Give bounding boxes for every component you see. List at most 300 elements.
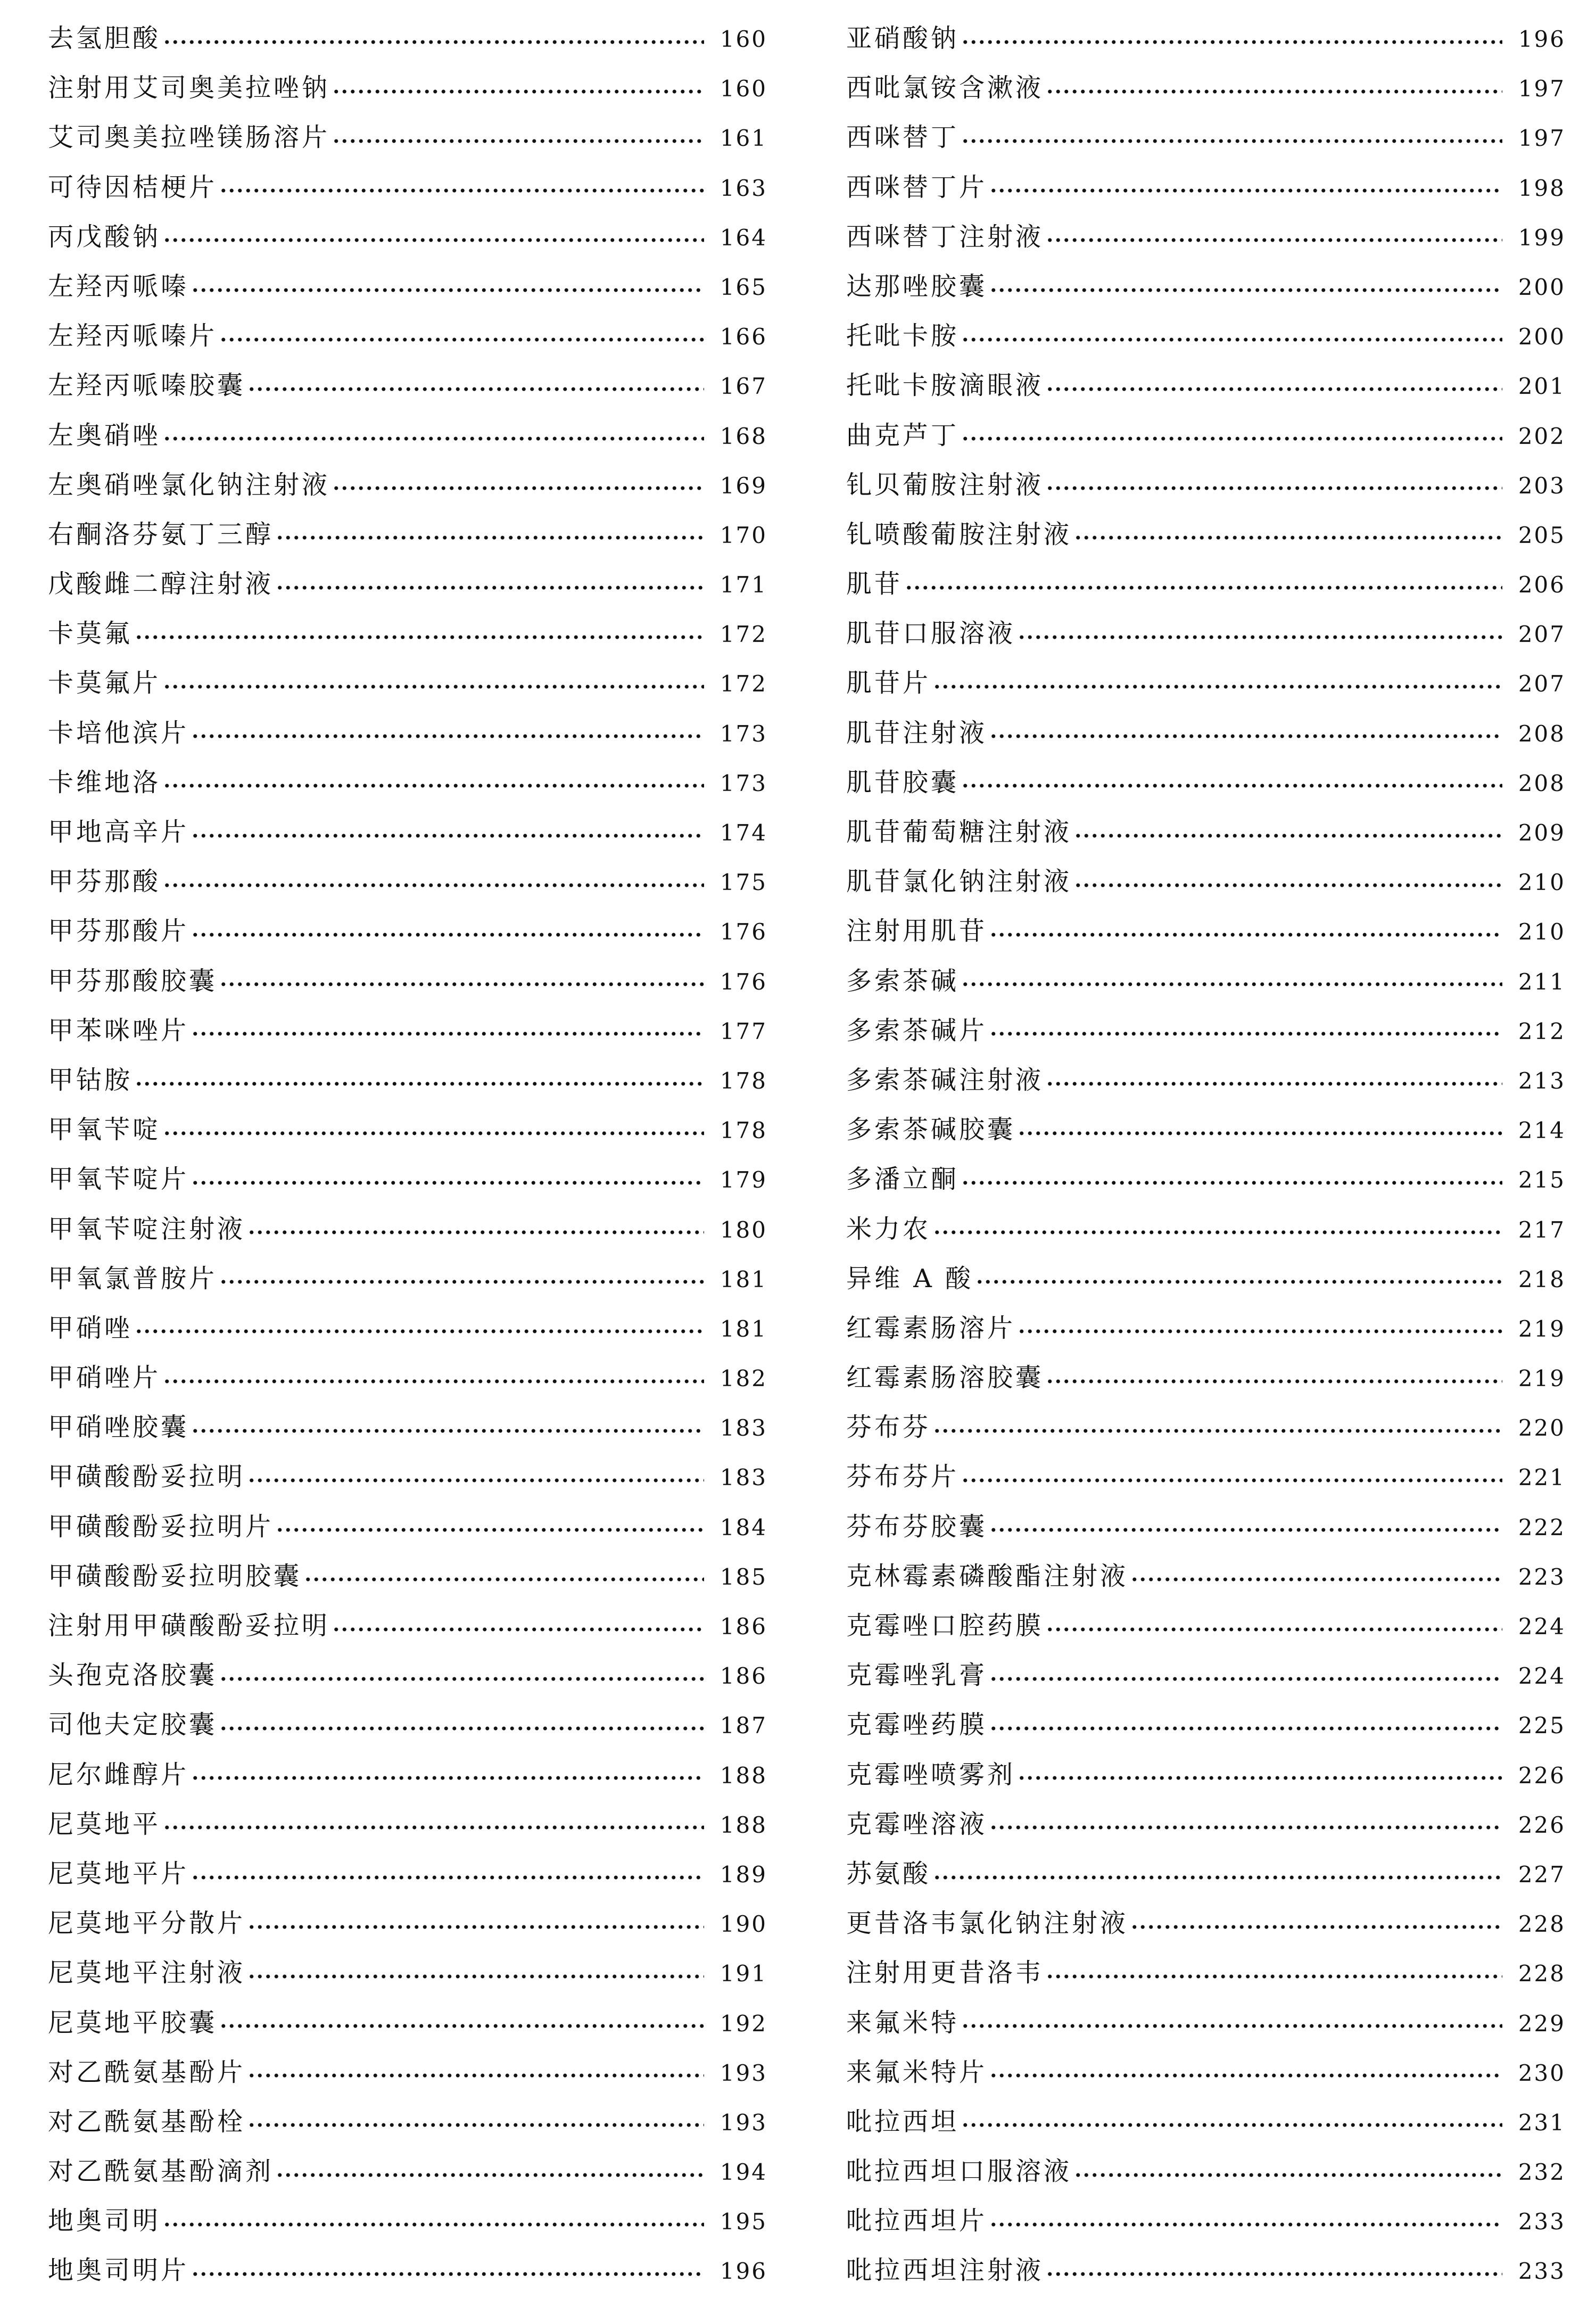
dot-leader: [961, 981, 1502, 987]
dot-leader: [219, 187, 704, 194]
entry-name: 尼尔雌醇片: [48, 1759, 189, 1790]
index-entry: [846, 2196, 1566, 2246]
entry-name: 左羟丙哌嗪胶囊: [48, 370, 246, 401]
dot-leader: [163, 1824, 704, 1831]
index-entry: [48, 510, 767, 559]
dot-leader: [1018, 634, 1502, 640]
dot-leader: [961, 138, 1502, 144]
entry-name: 可待因桔梗片: [48, 172, 218, 202]
dot-leader: [191, 833, 704, 839]
entry-name: 甲苯咪唑片: [48, 1015, 189, 1045]
entry-name: 芬布芬片: [846, 1462, 960, 1492]
index-entry: [846, 658, 1566, 708]
entry-name: 肌苷: [846, 569, 903, 599]
dot-leader: [1018, 1130, 1502, 1136]
index-column-left: [48, 14, 767, 2296]
index-entry: [48, 1155, 767, 1204]
index-entry: [48, 609, 767, 658]
entry-name: 异维 A 酸: [846, 1263, 974, 1294]
dot-leader: [961, 1180, 1502, 1186]
entry-page-number: 230: [1518, 2060, 1566, 2086]
index-entry: [846, 1502, 1566, 1552]
index-entry: [48, 1651, 767, 1700]
entry-name: 艾司奥美拉唑镁肠溶片: [48, 122, 330, 153]
dot-leader: [1046, 1626, 1502, 1633]
index-entry: [48, 1948, 767, 1998]
index-entry: [846, 1105, 1566, 1155]
index-entry: [846, 1651, 1566, 1700]
entry-page-number: 207: [1518, 671, 1566, 697]
index-entry: [846, 460, 1566, 510]
entry-name: 西咪替丁注射液: [846, 221, 1044, 252]
index-entry: [48, 460, 767, 510]
index-entry: [48, 14, 767, 63]
index-entry: [846, 1601, 1566, 1651]
dot-leader: [332, 485, 704, 491]
dot-leader: [961, 783, 1502, 789]
index-entry: [48, 1700, 767, 1750]
entry-page-number: 184: [720, 1514, 767, 1541]
entry-page-number: 197: [1518, 76, 1566, 102]
entry-name: 甲氧苄啶注射液: [48, 1214, 246, 1244]
dot-leader: [191, 287, 704, 293]
entry-page-number: 223: [1518, 1563, 1566, 1590]
entry-name: 甲芬那酸片: [48, 916, 189, 946]
entry-name: 吡拉西坦片: [846, 2206, 988, 2236]
entry-page-number: 203: [1518, 472, 1566, 499]
index-entry: [846, 1948, 1566, 1998]
index-entry: [48, 113, 767, 162]
entry-page-number: 228: [1518, 1911, 1566, 1938]
index-entry: [48, 1403, 767, 1452]
entry-page-number: 168: [720, 423, 767, 449]
entry-name: 地奥司明: [48, 2206, 161, 2236]
dot-leader: [332, 138, 704, 144]
dot-leader: [191, 1180, 704, 1186]
dot-leader: [304, 1576, 704, 1583]
entry-page-number: 207: [1518, 621, 1566, 648]
index-entry: [846, 1006, 1566, 1056]
entry-page-number: 171: [720, 572, 767, 598]
dot-leader: [191, 1874, 704, 1881]
entry-page-number: 213: [1518, 1067, 1566, 1094]
entry-page-number: 172: [720, 621, 767, 648]
entry-page-number: 224: [1518, 1613, 1566, 1640]
entry-page-number: 190: [720, 1911, 767, 1938]
entry-name: 肌苷口服溶液: [846, 619, 1016, 649]
entry-name: 克霉唑口腔药膜: [846, 1611, 1044, 1641]
index-entry: [846, 1700, 1566, 1750]
dot-leader: [1046, 1378, 1502, 1385]
entry-page-number: 172: [720, 671, 767, 697]
entry-page-number: 196: [1518, 26, 1566, 52]
dot-leader: [1046, 88, 1502, 95]
dot-leader: [247, 1229, 704, 1236]
index-entry: [48, 559, 767, 609]
dot-leader: [219, 1279, 704, 1285]
index-entry: [846, 1998, 1566, 2048]
dot-leader: [1046, 386, 1502, 392]
index-entry: [48, 1849, 767, 1899]
dot-leader: [191, 1775, 704, 1781]
entry-name: 多索茶碱片: [846, 1015, 988, 1045]
dot-leader: [989, 2072, 1502, 2079]
dot-leader: [933, 1229, 1502, 1236]
dot-leader: [163, 882, 704, 888]
entry-page-number: 186: [720, 1663, 767, 1690]
dot-leader: [163, 1130, 704, 1136]
dot-leader: [247, 1973, 704, 1980]
index-entry: [846, 1552, 1566, 1601]
index-entry: [48, 1452, 767, 1502]
entry-page-number: 228: [1518, 1961, 1566, 1987]
entry-name: 对乙酰氨基酚片: [48, 2057, 246, 2087]
entry-name: 注射用肌苷: [846, 916, 988, 946]
entry-page-number: 189: [720, 1861, 767, 1888]
entry-name: 多索茶碱胶囊: [846, 1115, 1016, 1145]
index-entry: [48, 1800, 767, 1849]
entry-page-number: 219: [1518, 1365, 1566, 1392]
entry-page-number: 219: [1518, 1315, 1566, 1342]
entry-name: 克霉唑乳膏: [846, 1660, 988, 1691]
entry-page-number: 188: [720, 1762, 767, 1789]
entry-page-number: 226: [1518, 1762, 1566, 1789]
index-entry: [48, 1353, 767, 1403]
dot-leader: [1130, 1924, 1502, 1930]
dot-leader: [1018, 1328, 1502, 1335]
dot-leader: [989, 733, 1502, 739]
entry-page-number: 175: [720, 869, 767, 896]
index-entry: [48, 163, 767, 212]
dot-leader: [961, 336, 1502, 343]
entry-name: 肌苷注射液: [846, 718, 988, 748]
index-entry: [48, 808, 767, 857]
index-entry: [846, 907, 1566, 956]
entry-page-number: 183: [720, 1464, 767, 1491]
entry-page-number: 185: [720, 1563, 767, 1590]
index-entry: [846, 1353, 1566, 1403]
entry-name: 钆喷酸葡胺注射液: [846, 519, 1072, 549]
entry-page-number: 193: [720, 2109, 767, 2136]
dot-leader: [1046, 485, 1502, 491]
entry-name: 来氟米特片: [846, 2057, 988, 2087]
entry-name: 戊酸雌二醇注射液: [48, 569, 274, 599]
entry-name: 去氢胆酸: [48, 23, 161, 53]
entry-name: 注射用艾司奥美拉唑钠: [48, 73, 330, 103]
index-entry: [48, 2147, 767, 2196]
index-entry: [48, 411, 767, 460]
entry-page-number: 231: [1518, 2109, 1566, 2136]
dot-leader: [163, 683, 704, 690]
dot-leader: [1046, 2271, 1502, 2277]
entry-page-number: 233: [1518, 2209, 1566, 2235]
dot-leader: [219, 1676, 704, 1682]
entry-name: 红霉素肠溶片: [846, 1313, 1016, 1343]
entry-name: 右酮洛芬氨丁三醇: [48, 519, 274, 549]
dot-leader: [905, 584, 1502, 591]
dot-leader: [247, 1924, 704, 1930]
entry-name: 注射用甲磺酸酚妥拉明: [48, 1611, 330, 1641]
index-entry: [846, 957, 1566, 1006]
index-entry: [846, 609, 1566, 658]
dot-leader: [933, 683, 1502, 690]
index-entry: [48, 957, 767, 1006]
entry-name: 吡拉西坦注射液: [846, 2255, 1044, 2286]
entry-page-number: 210: [1518, 869, 1566, 896]
entry-name: 甲芬那酸: [48, 867, 161, 897]
entry-name: 尼莫地平: [48, 1809, 161, 1839]
dot-leader: [191, 932, 704, 938]
entry-page-number: 212: [1518, 1018, 1566, 1044]
dot-leader: [191, 1031, 704, 1037]
entry-page-number: 178: [720, 1067, 767, 1094]
entry-name: 多索茶碱注射液: [846, 1065, 1044, 1095]
index-entry: [846, 63, 1566, 113]
entry-page-number: 176: [720, 968, 767, 995]
entry-page-number: 187: [720, 1712, 767, 1739]
entry-name: 西吡氯铵含漱液: [846, 73, 1044, 103]
entry-page-number: 233: [1518, 2258, 1566, 2285]
entry-page-number: 229: [1518, 2010, 1566, 2037]
dot-leader: [135, 634, 704, 640]
entry-name: 卡维地洛: [48, 767, 161, 797]
index-entry: [846, 709, 1566, 758]
dot-leader: [1074, 833, 1502, 839]
entry-page-number: 177: [720, 1018, 767, 1044]
entry-page-number: 218: [1518, 1266, 1566, 1292]
index-entry: [846, 1899, 1566, 1948]
entry-page-number: 208: [1518, 770, 1566, 796]
entry-page-number: 214: [1518, 1117, 1566, 1144]
entry-name: 来氟米特: [846, 2007, 960, 2038]
dot-leader: [975, 1279, 1502, 1285]
entry-name: 克霉唑喷雾剂: [846, 1759, 1016, 1790]
entry-name: 托吡卡胺滴眼液: [846, 370, 1044, 401]
index-entry: [846, 2246, 1566, 2295]
dot-leader: [961, 435, 1502, 442]
dot-leader: [163, 39, 704, 45]
entry-page-number: 180: [720, 1216, 767, 1243]
index-entry: [846, 1304, 1566, 1353]
entry-name: 卡莫氟片: [48, 668, 161, 698]
entry-page-number: 173: [720, 720, 767, 747]
dot-leader: [989, 287, 1502, 293]
dot-leader: [191, 2271, 704, 2277]
entry-name: 曲克芦丁: [846, 420, 960, 450]
entry-page-number: 183: [720, 1415, 767, 1442]
entry-page-number: 220: [1518, 1415, 1566, 1442]
index-entry: [48, 2196, 767, 2246]
entry-name: 左奥硝唑: [48, 420, 161, 450]
index-entry: [846, 510, 1566, 559]
dot-leader: [989, 187, 1502, 194]
entry-page-number: 208: [1518, 720, 1566, 747]
entry-page-number: 209: [1518, 820, 1566, 846]
entry-name: 克霉唑药膜: [846, 1710, 988, 1740]
index-entry: [48, 1105, 767, 1155]
entry-page-number: 221: [1518, 1464, 1566, 1491]
entry-page-number: 224: [1518, 1663, 1566, 1690]
entry-name: 地奥司明片: [48, 2255, 189, 2286]
entry-name: 甲氧苄啶: [48, 1115, 161, 1145]
entry-page-number: 198: [1518, 175, 1566, 201]
dot-leader: [163, 435, 704, 442]
entry-page-number: 205: [1518, 522, 1566, 548]
dot-leader: [989, 1676, 1502, 1682]
dot-leader: [989, 1031, 1502, 1037]
index-entry: [48, 311, 767, 361]
entry-name: 苏氨酸: [846, 1858, 931, 1889]
entry-name: 左羟丙哌嗪片: [48, 321, 218, 351]
index-entry: [48, 2048, 767, 2097]
dot-leader: [219, 981, 704, 987]
index-entry: [48, 1899, 767, 1948]
entry-page-number: 186: [720, 1613, 767, 1640]
entry-page-number: 206: [1518, 572, 1566, 598]
index-entry: [48, 2097, 767, 2147]
dot-leader: [1046, 1081, 1502, 1087]
entry-name: 甲钴胺: [48, 1065, 133, 1095]
dot-leader: [1074, 2172, 1502, 2178]
entry-name: 丙戊酸钠: [48, 221, 161, 252]
entry-name: 多潘立酮: [846, 1164, 960, 1195]
entry-name: 甲硝唑胶囊: [48, 1412, 189, 1443]
entry-page-number: 164: [720, 224, 767, 251]
entry-page-number: 197: [1518, 125, 1566, 152]
entry-name: 头孢克洛胶囊: [48, 1660, 218, 1691]
entry-page-number: 200: [1518, 324, 1566, 350]
index-entry: [846, 808, 1566, 857]
index-entry: [846, 1403, 1566, 1452]
entry-name: 对乙酰氨基酚滴剂: [48, 2156, 274, 2187]
dot-leader: [247, 386, 704, 392]
entry-page-number: 192: [720, 2010, 767, 2037]
entry-name: 注射用更昔洛韦: [846, 1958, 1044, 1988]
dot-leader: [933, 1428, 1502, 1434]
entry-page-number: 161: [720, 125, 767, 152]
dot-leader: [961, 2023, 1502, 2029]
dot-leader: [989, 1725, 1502, 1732]
dot-leader: [1074, 534, 1502, 541]
entry-page-number: 202: [1518, 423, 1566, 449]
index-entry: [846, 411, 1566, 460]
dot-leader: [247, 2122, 704, 2128]
entry-name: 甲磺酸酚妥拉明: [48, 1462, 246, 1492]
entry-page-number: 199: [1518, 224, 1566, 251]
entry-page-number: 170: [720, 522, 767, 548]
entry-page-number: 217: [1518, 1216, 1566, 1243]
dot-leader: [219, 1725, 704, 1732]
index-entry: [846, 1155, 1566, 1204]
dot-leader: [276, 1527, 704, 1533]
entry-name: 甲硝唑: [48, 1313, 133, 1343]
entry-name: 尼莫地平分散片: [48, 1908, 246, 1939]
entry-page-number: 160: [720, 26, 767, 52]
entry-page-number: 160: [720, 76, 767, 102]
entry-page-number: 194: [720, 2159, 767, 2186]
entry-page-number: 178: [720, 1117, 767, 1144]
dot-leader: [135, 1081, 704, 1087]
entry-page-number: 211: [1518, 968, 1566, 995]
entry-page-number: 210: [1518, 919, 1566, 945]
dot-leader: [247, 1477, 704, 1484]
dot-leader: [276, 534, 704, 541]
dot-leader: [1130, 1576, 1502, 1583]
index-entry: [846, 559, 1566, 609]
index-entry: [846, 2048, 1566, 2097]
index-column-right: [846, 14, 1566, 2296]
entry-name: 芬布芬: [846, 1412, 931, 1443]
index-entry: [846, 1800, 1566, 1849]
index-entry: [48, 1006, 767, 1056]
index-entry: [846, 1254, 1566, 1304]
index-entry: [48, 1254, 767, 1304]
entry-name: 甲硝唑片: [48, 1363, 161, 1393]
entry-name: 芬布芬胶囊: [846, 1511, 988, 1542]
entry-page-number: 227: [1518, 1861, 1566, 1888]
index-entry: [48, 857, 767, 907]
index-entry: [846, 262, 1566, 311]
entry-page-number: 191: [720, 1961, 767, 1987]
entry-page-number: 232: [1518, 2159, 1566, 2186]
entry-name: 甲磺酸酚妥拉明胶囊: [48, 1561, 302, 1591]
index-entry: [846, 163, 1566, 212]
entry-name: 亚硝酸钠: [846, 23, 960, 53]
dot-leader: [163, 1378, 704, 1385]
index-entry: [846, 1849, 1566, 1899]
entry-name: 左羟丙哌嗪: [48, 271, 189, 301]
entry-name: 达那唑胶囊: [846, 271, 988, 301]
dot-leader: [332, 88, 704, 95]
entry-page-number: 181: [720, 1315, 767, 1342]
dot-leader: [933, 1874, 1502, 1881]
entry-name: 钆贝葡胺注射液: [846, 470, 1044, 500]
entry-page-number: 179: [720, 1167, 767, 1193]
entry-page-number: 225: [1518, 1712, 1566, 1739]
entry-name: 尼莫地平注射液: [48, 1958, 246, 1988]
entry-name: 肌苷葡萄糖注射液: [846, 817, 1072, 847]
index-entry: [48, 1304, 767, 1353]
dot-leader: [332, 1626, 704, 1633]
entry-name: 肌苷片: [846, 668, 931, 698]
index-entry: [48, 2246, 767, 2295]
dot-leader: [135, 1328, 704, 1335]
entry-name: 西咪替丁片: [846, 172, 988, 202]
entry-page-number: 163: [720, 175, 767, 201]
entry-page-number: 167: [720, 373, 767, 400]
dot-leader: [163, 783, 704, 789]
entry-name: 西咪替丁: [846, 122, 960, 153]
entry-name: 米力农: [846, 1214, 931, 1244]
index-entry: [48, 262, 767, 311]
dot-leader: [961, 2122, 1502, 2128]
index-entry: [846, 1056, 1566, 1105]
entry-name: 克林霉素磷酸酯注射液: [846, 1561, 1129, 1591]
index-entry: [48, 1502, 767, 1552]
entry-page-number: 169: [720, 472, 767, 499]
entry-page-number: 226: [1518, 1811, 1566, 1838]
index-entry: [48, 1998, 767, 2048]
dot-leader: [276, 584, 704, 591]
entry-name: 卡莫氟: [48, 619, 133, 649]
entry-name: 左奥硝唑氯化钠注射液: [48, 470, 330, 500]
entry-page-number: 188: [720, 1811, 767, 1838]
dot-leader: [989, 932, 1502, 938]
entry-name: 肌苷胶囊: [846, 767, 960, 797]
dot-leader: [219, 2023, 704, 2029]
index-entry: [846, 14, 1566, 63]
dot-leader: [989, 1824, 1502, 1831]
